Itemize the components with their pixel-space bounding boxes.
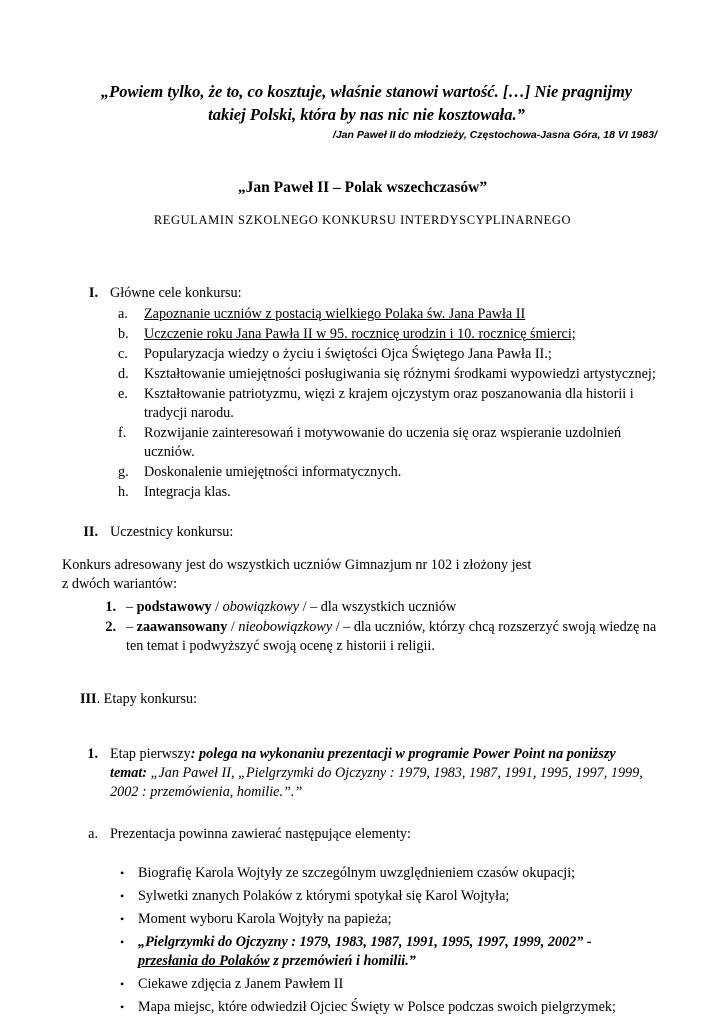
list-marker: b. xyxy=(118,325,129,342)
list-text: Popularyzacja wiedzy o życiu i świętości Ojca Świętego Jana Pawła II.; xyxy=(144,345,552,362)
section-two-title: Uczestnicy konkursu: xyxy=(110,524,234,541)
list-text: Integracja klas. xyxy=(144,484,231,501)
list-text xyxy=(138,933,663,971)
section-three-numeral: III xyxy=(80,691,97,708)
list-marker: 1. xyxy=(105,599,116,616)
list-text: Doskonalenie umiejętności informatycznych. xyxy=(144,464,402,481)
section-two-variants xyxy=(62,598,663,656)
list-text: Prezentacja powinna zawierać następujące elementy: xyxy=(110,825,411,842)
variant-dash: – xyxy=(126,619,137,636)
list-text: Ciekawe zdjęcia z Janem Pawłem II xyxy=(138,975,344,992)
list-item xyxy=(62,345,663,364)
list-text: Kształtowanie patriotyzmu, więzi z krajem ojczystym oraz poszanowania dla historii i tradycji narodu. xyxy=(144,386,634,422)
bullet-icon: • xyxy=(120,888,125,903)
section-one-list xyxy=(62,305,663,502)
list-text: Zapoznanie uczniów z postacią wielkiego Polaka św. Jana Pawła II xyxy=(144,305,526,322)
step-bold: : polega na wykonaniu prezentacji w programie Power Point na poniższy temat: xyxy=(110,746,616,782)
list-text: Rozwijanie zainteresowań i motywowanie do uczenia się oraz wspieranie uzdolnień uczniów. xyxy=(144,425,622,461)
section-three-sub-a xyxy=(62,825,663,844)
list-item xyxy=(62,385,663,423)
list-item xyxy=(62,933,663,971)
list-item xyxy=(62,998,663,1017)
list-marker: f. xyxy=(118,425,127,442)
variant-separator: / xyxy=(211,599,223,616)
section-two-paragraph-line1: Konkurs adresowany jest do wszystkich uczniów Gimnazjum nr 102 i złożony jest xyxy=(62,557,532,574)
section-two-heading xyxy=(62,523,663,542)
section-two-paragraph-line2: z dwóch wariantów: xyxy=(62,576,178,593)
list-text: Moment wyboru Karola Wojtyły na papieża; xyxy=(138,910,392,927)
list-item xyxy=(62,910,663,929)
list-marker: 1. xyxy=(87,746,98,763)
document-body xyxy=(62,284,663,1017)
section-three-steps xyxy=(62,745,663,802)
bullet-bold: „Pielgrzymki do Ojczyzny : 1979, 1983, 1987, 1991, 1995, 1997, 1999, 2002” - xyxy=(138,933,592,950)
list-item xyxy=(62,864,663,883)
section-three-title: . Etapy konkursu: xyxy=(96,691,198,708)
list-item xyxy=(62,325,663,344)
variant-dash: – xyxy=(126,599,137,616)
list-item xyxy=(62,975,663,994)
list-text xyxy=(126,618,663,656)
list-text: Mapa miejsc, które odwiedził Ojciec Święty w Polsce podczas swoich pielgrzymek; xyxy=(138,998,616,1015)
list-item xyxy=(62,598,663,617)
list-marker: g. xyxy=(118,464,129,481)
list-marker: 2. xyxy=(105,619,116,636)
variant-rest: / – dla wszystkich uczniów xyxy=(299,599,457,616)
variant-name: zaawansowany xyxy=(136,619,228,636)
list-marker: e. xyxy=(118,386,128,402)
list-text xyxy=(110,745,663,802)
section-one-heading xyxy=(62,284,663,303)
step-lead: Etap pierwszy xyxy=(110,746,191,763)
list-item xyxy=(62,463,663,482)
variant-qualifier: nieobowiązkowy xyxy=(238,619,333,636)
list-item xyxy=(62,887,663,906)
section-one-numeral: I. xyxy=(88,284,98,301)
variant-separator: / xyxy=(227,619,239,636)
header-quote: „Powiem tylko, że to, co kosztuje, właśnie stanowi wartość. […] Nie pragnijmy takiej Polski, która by nas nic nie kosztowała.” xyxy=(100,82,633,125)
list-marker: a. xyxy=(118,305,128,322)
list-text: Sylwetki znanych Polaków z którymi spotykał się Karol Wojtyła; xyxy=(138,887,510,904)
variant-name: podstawowy xyxy=(136,599,212,616)
list-item xyxy=(62,745,663,802)
list-item xyxy=(62,618,663,656)
bullet-icon: • xyxy=(120,934,125,949)
bullet-icon: • xyxy=(120,999,125,1014)
section-three-heading xyxy=(62,690,663,709)
section-two-numeral: II. xyxy=(83,524,98,541)
step-italic: „Jan Paweł II, „Pielgrzymki do Ojczyzny : 1979, 1983, 1987, 1991, 1995, 1997, 1999, 2002 : przemówienia, homilie.”.” xyxy=(110,765,643,801)
list-marker: d. xyxy=(118,365,129,382)
section-one-title: Główne cele konkursu: xyxy=(110,284,242,301)
list-item xyxy=(62,424,663,462)
variant-qualifier: obowiązkowy xyxy=(222,599,300,616)
list-marker: a. xyxy=(88,825,98,842)
bullet-icon: • xyxy=(120,911,125,926)
header-quote-source: /Jan Paweł II do młodzieży, Częstochowa-Jasna Góra, 18 VI 1983/ xyxy=(332,128,657,141)
list-item xyxy=(62,483,663,502)
list-marker: h. xyxy=(118,484,129,501)
bullet-icon: • xyxy=(120,865,125,880)
bullet-underline: przesłania do Polaków xyxy=(138,952,270,969)
bullet-icon: • xyxy=(120,976,125,991)
section-three-bullets xyxy=(62,864,663,1017)
list-text xyxy=(126,598,663,617)
list-item xyxy=(62,365,663,384)
list-marker: c. xyxy=(118,345,128,362)
page-title: „Jan Paweł II – Polak wszechczasów” xyxy=(237,178,488,196)
bullet-tail: z przemówień i homilii.” xyxy=(269,952,416,969)
list-text: Kształtowanie umiejętności posługiwania się różnymi środkami wypowiedzi artystycznej; xyxy=(144,365,656,382)
variant-rest: / – dla uczniów, którzy chcą rozszerzyć swoją wiedzę na ten temat i podwyższyć swoją ocenę z historii i religii. xyxy=(126,619,657,655)
list-text: Biografię Karola Wojtyły ze szczególnym uwzględnieniem czasów okupacji; xyxy=(138,864,576,881)
list-text: Uczczenie roku Jana Pawła II w 95. rocznicę urodzin i 10. rocznicę śmierci; xyxy=(144,325,576,342)
list-item xyxy=(62,305,663,324)
page-subtitle: REGULAMIN SZKOLNEGO KONKURSU INTERDYSCYPLINARNEGO xyxy=(153,212,572,227)
